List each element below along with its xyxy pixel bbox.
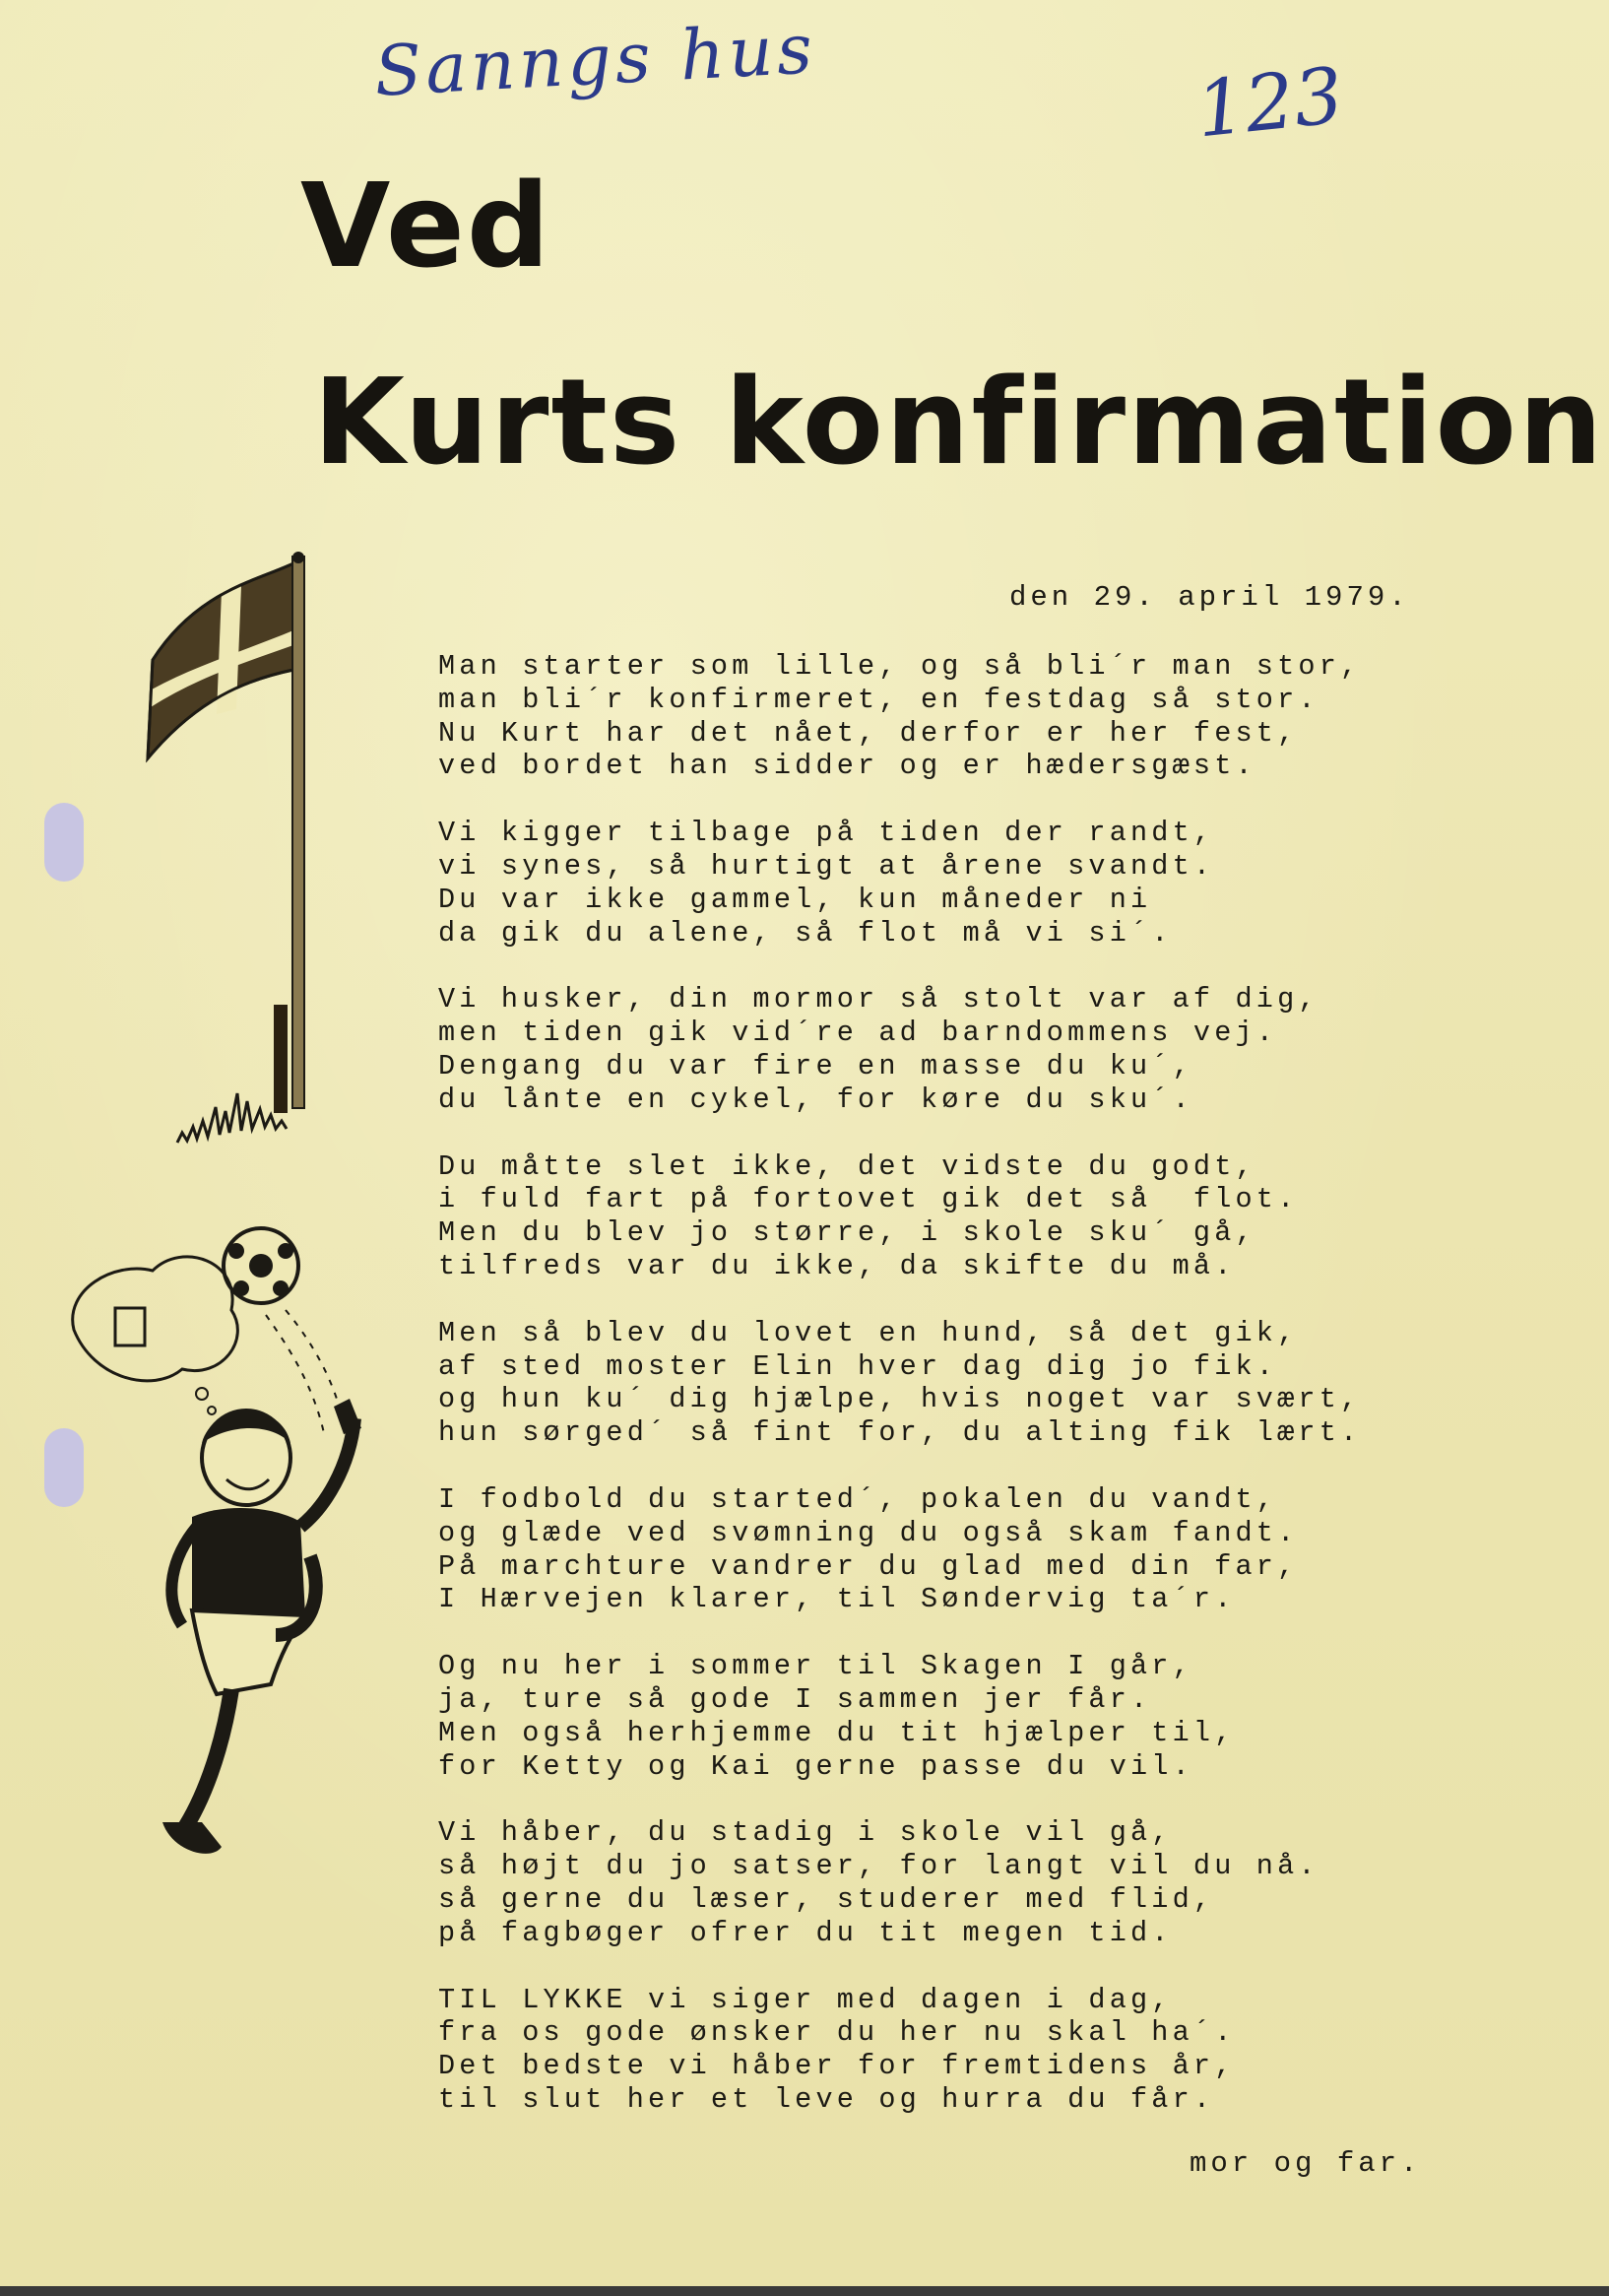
thought-bubble-drawing (73, 1257, 238, 1414)
poem-stanza (438, 1984, 1423, 2117)
grass-drawing (177, 1093, 287, 1143)
player-figure (162, 1399, 361, 1854)
flag-icon (148, 563, 293, 758)
signature: mor og far. (1190, 2147, 1422, 2180)
poem-line: I Hærvejen klarer, til Søndervig ta´r. (438, 1583, 1236, 1616)
poem-line: for Ketty og Kai gerne passe du vil. (438, 1749, 1193, 1783)
poem-stanza (438, 1483, 1423, 1616)
poem-line: Du var ikke gammel, kun måneder ni (438, 883, 1152, 916)
poem-line: på fagbøger ofrer du tit megen tid. (438, 1916, 1173, 1949)
poem-line: så gerne du læser, studerer med flid, (438, 1882, 1215, 1916)
poem-line: Dengang du var fire en masse du ku´, (438, 1049, 1193, 1082)
poem-line: vi synes, så hurtigt at årene svandt. (438, 849, 1215, 883)
poem-line: og hun ku´ dig hjælpe, hvis noget var svært, (438, 1383, 1362, 1416)
poem-line: Nu Kurt har det nået, derfor er her fest, (438, 716, 1299, 750)
football-player-illustration (54, 1221, 379, 1881)
poem-line: Det bedste vi håber for fremtidens år, (438, 2050, 1236, 2083)
poem-line: I fodbold du started´, pokalen du vandt, (438, 1482, 1278, 1516)
poem-stanza (438, 1150, 1423, 1283)
poem-line: Men også herhjemme du tit hjælper til, (438, 1716, 1236, 1749)
football-icon (224, 1228, 298, 1303)
poem-line: ved bordet han sidder og er hædersgæst. (438, 750, 1256, 783)
punch-hole (44, 803, 84, 882)
poem-stanza (438, 817, 1423, 950)
title-line-2: Kurts konfirmation (313, 355, 1605, 492)
poem-line: Du måtte slet ikke, det vidste du godt, (438, 1149, 1256, 1183)
poem-line: Vi husker, din mormor så stolt var af dig, (438, 983, 1319, 1017)
flag-pole (292, 557, 304, 1108)
poem (438, 650, 1423, 2150)
handwritten-page-number: 123 (1191, 51, 1348, 156)
poem-stanza (438, 983, 1423, 1116)
poem-line: TIL LYKKE vi siger med dagen i dag, (438, 1983, 1173, 2016)
poem-line: til slut her et leve og hurra du får. (438, 2082, 1215, 2116)
poem-line: men tiden gik vid´re ad barndommens vej. (438, 1017, 1278, 1050)
title-line-1: Ved (300, 158, 552, 294)
poem-stanza (438, 650, 1423, 783)
poem-line: af sted moster Elin hver dag dig jo fik. (438, 1349, 1278, 1383)
poem-line: man bli´r konfirmeret, en festdag så stor. (438, 683, 1319, 716)
poem-line: hun sørged´ så fint for, du alting fik lært. (438, 1416, 1362, 1450)
poem-stanza (438, 1816, 1423, 1949)
poem-line: Men så blev du lovet en hund, så det gik, (438, 1316, 1299, 1349)
poem-line: Og nu her i sommer til Skagen I går, (438, 1650, 1193, 1683)
poem-line: Men du blev jo større, i skole sku´ gå, (438, 1216, 1256, 1250)
poem-line: du lånte en cykel, for køre du sku´. (438, 1082, 1193, 1116)
poem-line: fra os gode ønsker du her nu skal ha´. (438, 2016, 1236, 2050)
poem-line: tilfreds var du ikke, da skifte du må. (438, 1249, 1236, 1282)
poem-line: ja, ture så gode I sammen jer får. (438, 1682, 1152, 1716)
poem-line: i fuld fart på fortovet gik det så flot. (438, 1183, 1299, 1216)
poem-line: så højt du jo satser, for langt vil du nå. (438, 1850, 1319, 1883)
poem-line: Man starter som lille, og så bli´r man stor, (438, 650, 1362, 683)
punch-hole (44, 1428, 84, 1507)
date-line: den 29. april 1979. (1009, 581, 1410, 614)
handwritten-note: Sanngs hus (372, 8, 818, 112)
scan-edge (0, 2286, 1609, 2296)
poem-line: da gik du alene, så flot må vi si´. (438, 916, 1173, 950)
poem-stanza (438, 1317, 1423, 1450)
poem-line: Vi håber, du stadig i skole vil gå, (438, 1816, 1173, 1850)
poem-line: Vi kigger tilbage på tiden der randt, (438, 817, 1215, 850)
poem-stanza (438, 1650, 1423, 1783)
poem-line: På marchture vandrer du glad med din far, (438, 1549, 1299, 1583)
poem-line: og glæde ved svømning du også skam fandt. (438, 1516, 1299, 1549)
flag-pole-illustration (138, 552, 374, 1162)
